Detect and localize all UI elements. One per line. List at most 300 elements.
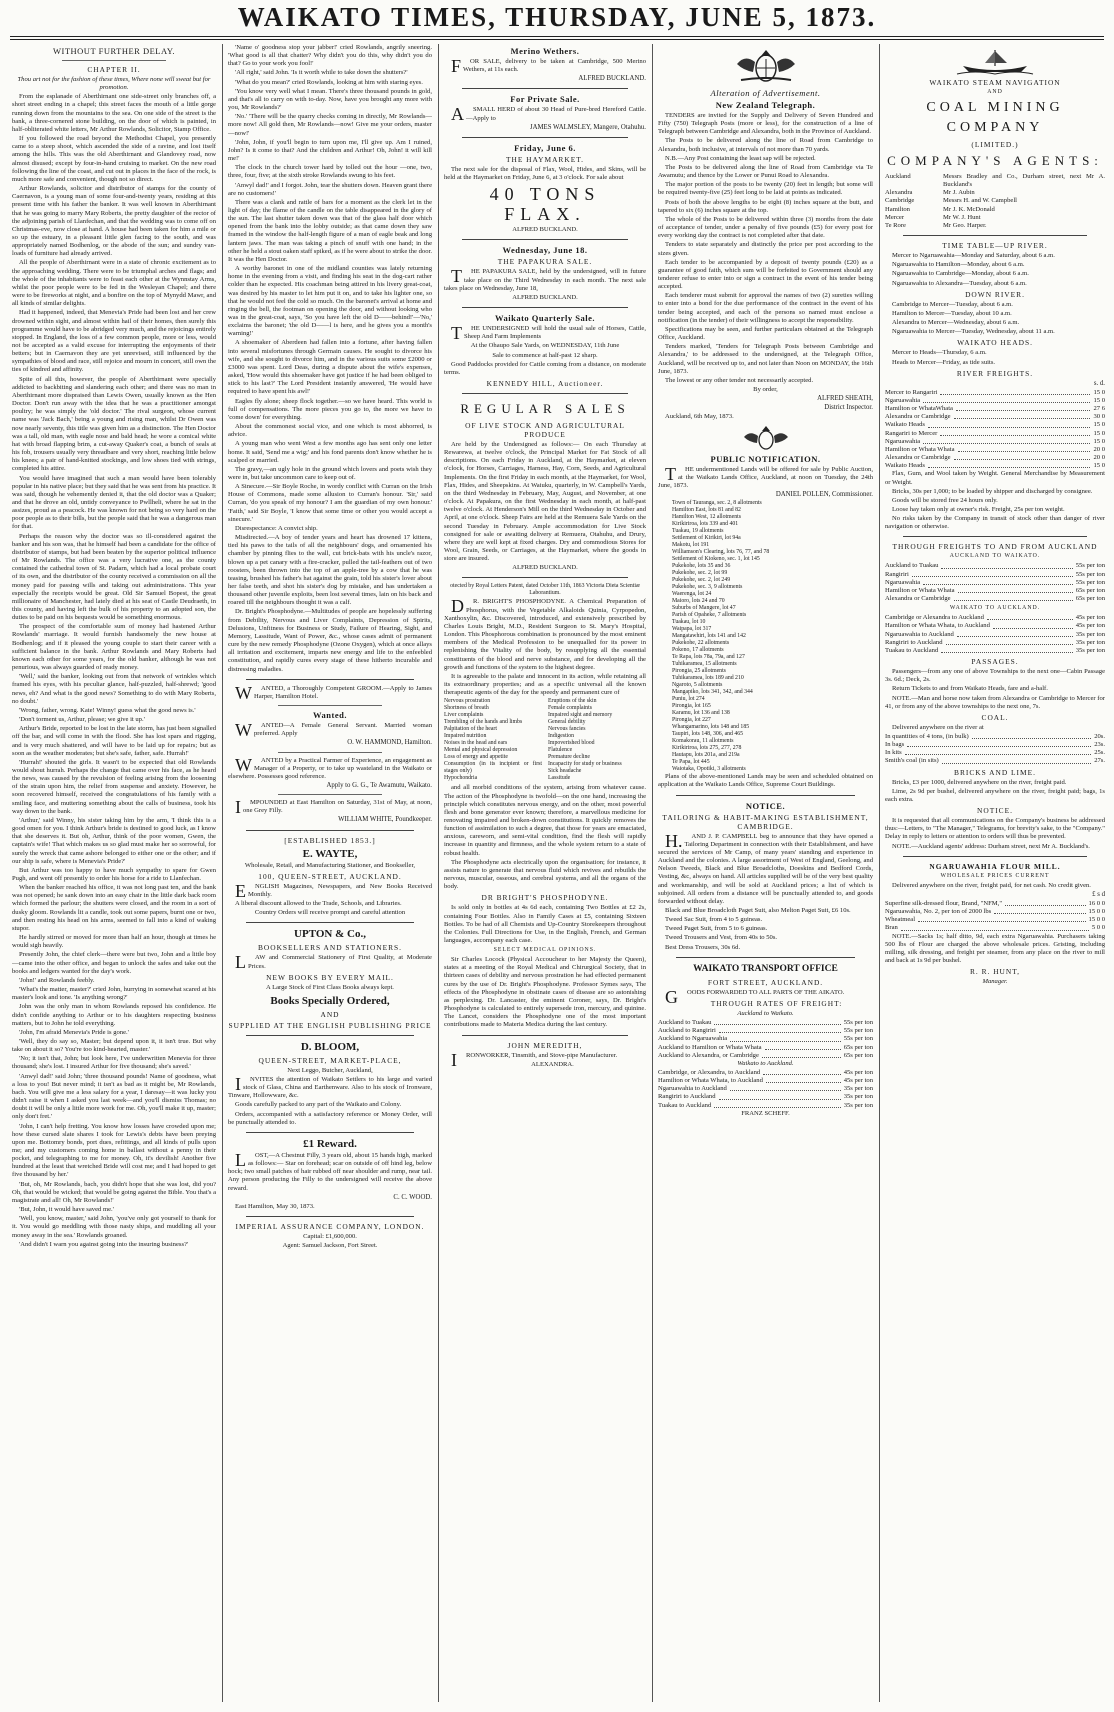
agent-row <box>885 222 1105 230</box>
column-story <box>12 44 216 1702</box>
wanted-ad <box>228 799 432 824</box>
regular-sales-sub: OF LIVE STOCK AND AGRICULTURAL PRODUCE <box>465 420 625 439</box>
land-item: Mangapiko, lots 341, 342, and 344 <box>672 689 753 696</box>
leader-dots <box>907 741 1091 747</box>
through-row-label: Tuakau to Auckland <box>885 646 939 654</box>
ailment-item: Palpitation of the heart <box>444 726 497 733</box>
phosphodyne-body-5: Is sold only in bottles at 4s 6d each, containing Two Bottles at £2 2s, containing Four Bottles. Also in Family Cases at £5, containing Sixteen Bottles. To be had of all Chemists and Up-Country Storekeepers throughout the Colonies. Full Directions for Use, in the English, French, and German languages, accompany each case. <box>444 904 646 944</box>
agents-address-note: NOTE.—Auckland agents' address: Durham street, next Mr A. Buckland's. <box>892 842 1090 850</box>
ailment-item: Impoverished blood <box>548 740 595 747</box>
wayte-body: ENGLISH Magazines, Newspapers, and New Books Received Monthly. <box>235 880 432 901</box>
tailor-title: TAILORING & HABIT-MAKING ESTABLISHMENT, CAMBRIDGE. <box>662 812 869 831</box>
patent-head: otected by Royal Letters Patent, dated October 11th, 1863 Victoria Dieta Scientiæ Laborantium. <box>450 583 640 597</box>
tailor-prices <box>658 907 873 952</box>
land-item: Tuakau, 19 allotments <box>672 528 724 535</box>
rate-row-label: Auckland to Tuakau <box>658 1019 712 1027</box>
flour-row-label: Ngaruawahia, No. 2, per ton of 2000 lbs <box>885 908 992 916</box>
land-item: Taupiri, lots 148, 306, and 465 <box>672 731 744 738</box>
ailment-item: Noises in the head and ears <box>444 740 508 747</box>
leader-dots <box>942 757 1091 763</box>
steam-nav-title: WAIKATO STEAM NAVIGATION <box>929 78 1061 87</box>
ad-signature: O. W. HAMMOND, Hamilton. <box>347 739 432 747</box>
wayte-body-3: Country Orders will receive prompt and careful attention <box>254 909 406 917</box>
rate-row-value: 55s per ton <box>843 1035 873 1043</box>
timetable-item: Ngaruawahia to Mercer—Tuesday, Wednesday, about 11 a.m. <box>892 328 1055 336</box>
freight-row <box>885 446 1105 454</box>
land-item: Pukekohe, sec. 3, 9 allotments <box>672 584 743 591</box>
freight-row-value: 15 0 <box>1093 462 1105 470</box>
story-continued <box>228 44 432 674</box>
freights-unit: s. d. <box>1093 379 1105 387</box>
rate-row-value: 55s per ton <box>843 1027 873 1035</box>
freight-row <box>885 413 1105 421</box>
imperial-capital: Capital: £1,600,000. <box>303 1233 357 1241</box>
phosphodyne-body-6: Sir Charles Locock (Physical Accoucheur to her Majesty the Queen), states at a meeting of the Royal Medical and Chirurgical Society, that in thirteen cases of debility and nervous prostration he had effected permanent cures by the use of Dr. Bright's Phosphodyne. Professor Symes says, The effects of the Phosphodyne in obstinate cases of disease are so astonishing as perplexing. Dr. Lancaster, the eminent Coroner, says, Dr. Bright's Phosphodyne is calculated to entirely supersede iron, mercury, and quinine. The Lancet, considers the Phosphodyne one of the most important contributions made to Materia Medica during the last century. <box>444 956 646 1029</box>
leader-dots <box>958 587 1073 593</box>
ship-crest-icon <box>885 46 1105 76</box>
epigraph: Thou art not for the fashion of these times, Where none will sweat but for promotion. <box>17 76 211 92</box>
chapter-heading: CHAPTER II. <box>87 65 141 74</box>
leader-dots <box>905 749 1092 755</box>
land-item: Tuakau, lot 10 <box>672 619 706 626</box>
quarterly-body-4: Good Paddocks provided for Cattle coming from a distance, on moderate terms. <box>444 360 646 376</box>
hunt-signature: R. R. HUNT, <box>969 967 1021 977</box>
leader-dots <box>954 454 1091 460</box>
quarterly-signature: KENNEDY HILL, Auctioneer. <box>486 378 604 388</box>
land-item: Waipapa, lot 317 <box>672 626 712 633</box>
leader-dots <box>987 614 1073 620</box>
through-row-value: 55s per ton <box>1075 578 1105 586</box>
ad-body: WANTED by a Practical Farmer of Experience, an engagement as Manager of a Property, or to take up wasteland in the Waikato or elsewhere. Possesses good reference. <box>228 754 432 780</box>
divider <box>903 235 1087 236</box>
story-paragraph: 'What's the matter, master?' cried John, hurrying in somewhat scared at his master's look and tone. 'Is anything wrong?' <box>12 986 216 1002</box>
wednesday-body: THE PAPAKURA SALE, held by the undersigned, will in future take place on the Third Wednesday in each month. The next sale takes place on Wednesday, June 18, <box>444 266 646 292</box>
freight-row-value: 15 0 <box>1093 437 1105 445</box>
flour-row <box>885 924 1105 932</box>
timetable-item: Ngaruawahia to Hamilton—Monday, about 6 a.m. <box>892 261 1025 269</box>
column-five <box>885 44 1105 1702</box>
wednesday-title: Wednesday, June 18. <box>502 245 588 256</box>
meredith-place: ALEXANDRA. <box>531 1060 574 1068</box>
coal-table <box>885 733 1105 766</box>
leader-dots <box>730 1085 841 1091</box>
rate-row <box>658 1035 873 1043</box>
through-row <box>885 571 1105 579</box>
rate-row-value: 35s per ton <box>843 1093 873 1101</box>
freight-row-label: Hamilton or Whata Whata <box>885 445 955 453</box>
leader-dots <box>918 916 1085 922</box>
land-item: Tuhikaramea, lots 189 and 210 <box>672 675 744 682</box>
ailment-item: Flatulence <box>548 747 573 754</box>
ailment-item: Hypochondria <box>444 775 478 782</box>
column-divider <box>879 44 880 1702</box>
freight-row-label: Ngaruawahia <box>885 396 921 404</box>
flour-row-value: 15 0 0 <box>1088 908 1105 916</box>
ailment-item: Liver complaints <box>444 712 484 719</box>
flour-mill-title: NGARUAWAHIA FLOUR MILL. <box>929 861 1061 871</box>
telegraph-paragraph: The Posts to be delivered along the line of Road from Cambridge via Te Awamutu; and thence by the Lower or Punui Road to Alexandra. <box>658 163 873 180</box>
divider <box>462 88 628 89</box>
land-item: Pirongia, lot 227 <box>672 717 711 724</box>
story-paragraph: 'Name o' goodness stop your jabber!' cried Rowlands, angrily sneering. 'What good is all that chatter? Why didn't you do this, why didn't you do that? Go to your work you fool!' <box>228 44 432 68</box>
agent-name: Mr J. K. McDonald <box>943 205 995 213</box>
flax-note: Flax, Gum, and Wool taken by Weight. General Merchandise by Measurement or Weight. <box>885 470 1105 486</box>
freight-row <box>885 397 1105 405</box>
timetable-item: Ngaruawahia to Alexandra—Tuesday, about 6 a.m. <box>892 279 1027 287</box>
through-row-label: Hamilton or Whata Whata, to Auckland <box>885 622 990 630</box>
timetable-title: TIME TABLE—UP RIVER. <box>942 241 1048 251</box>
divider <box>462 137 628 138</box>
land-item: Karamu, lot 136 and 138 <box>672 710 730 717</box>
story-paragraph: A worthy baronet in one of the midland counties was lately returning home in the evening from a visit, and finding his seat in the dog-cart rather colder than he expected. His coachman being attired in his livery great-coat, was desired by his master to let him put it on, and to take his lighter one, so that he would not feel the cold so much. On the baronet's arrival at home and ringing the bell, the footman on opening the door, and without looking who was in the great-coat, says, 'So you have left the old D——behind!'—'No,' exclaims the baronet; 'the old D——l is here, and he gives you a month's warning!' <box>228 265 432 338</box>
imperial-title: IMPERIAL ASSURANCE COMPANY, LONDON. <box>235 1222 425 1232</box>
leader-dots <box>1005 900 1086 906</box>
telegraph-paragraph: TENDERS are invited for the Supply and Delivery of Seven Hundred and Fifty (750) Telegraph Posts (more or less), for the construction of a line of Telegraph between Cambridge and Alexandra, both in the Province of Auckland. <box>658 112 873 136</box>
land-item: Kirikiriroa, lots 275, 277, 278 <box>672 745 742 752</box>
flax-quantity: 40 TONS FLAX. <box>489 184 601 225</box>
royal-crest-icon <box>658 424 873 452</box>
flour-prices-table <box>885 900 1105 933</box>
through-row <box>885 595 1105 603</box>
leader-dots <box>994 908 1085 914</box>
wanted-ad <box>228 754 432 796</box>
ailment-item: Premature decline <box>548 754 591 761</box>
ailment-item: Sick headache <box>548 768 582 775</box>
ailment-item: Mental and physical depression <box>444 747 518 754</box>
rate-row-value: 65s per ton <box>843 1051 873 1059</box>
freight-row-value: 20 0 <box>1093 445 1105 453</box>
coal-row-value: 23s. <box>1094 741 1105 749</box>
transport-body: GOODS FORWARDED TO ALL PARTS OF THE AIKATO. <box>665 986 845 1007</box>
story-paragraph: Had it happened, indeed, that Menevia's Pride had been lost and her crew drowned within sight, and almost within hail of their homes, then surely this programme would have to be abridged very much, and the rejoicings entirely stopped. In England, the loss of a few common people, more or less, would not be accepted as a valid excuse for interrupting the enjoyments of their betters; but in Caernavon they are yet unrevised, still influenced by the sympathies of blood and race, still rejoice and mourn in concert, still own the ties of kindred and affinity. <box>12 309 216 374</box>
land-item: Pukekohe, 22 allotments <box>672 640 730 647</box>
public-notification-title: PUBLIC NOTIFICATION. <box>710 453 821 464</box>
agent-name: Mr W. J. Hunt <box>943 213 981 221</box>
rate-row <box>658 1027 873 1035</box>
land-item: Pukekohe, sec. 2, lot 249 <box>672 577 731 584</box>
flour-row-label: Wheatmeal <box>885 916 916 924</box>
bloom-body-3: Orders, accompanied with a satisfactory reference or Money Order, will be punctually attended to. <box>228 1110 432 1126</box>
rate-row <box>658 1093 873 1101</box>
freight-row <box>885 430 1105 438</box>
telegraph-title: New Zealand Telegraph. <box>715 100 816 110</box>
quarterly-body: THE UNDERSIGNED will hold the usual sale of Horses, Cattle, Sheep And Farm Implements <box>451 323 646 344</box>
divider <box>278 794 382 795</box>
timetable-item: Heads to Mercer—Friday, as tide suits. <box>892 358 996 366</box>
note-note: NOTE.—Man and horse now taken from Alexandra or Cambridge to Mercer for 41, or from any of the above townships to the next one, 7s. <box>885 694 1105 710</box>
land-item: Makotu, lot 191 <box>672 542 710 549</box>
ailment-item: Shortness of breath <box>444 705 489 712</box>
coal-row-value: 20s. <box>1094 732 1105 740</box>
timetable-item: Alexandra to Mercer—Wednesday, about 6 a.m. <box>892 319 1020 327</box>
leader-dots <box>719 1027 841 1033</box>
leader-dots <box>923 397 1090 403</box>
rate-row <box>658 1077 873 1085</box>
bloom-advert <box>228 1041 432 1127</box>
private-sale-signature: JAMES WALMSLEY, Mangere, Otahuhu. <box>529 123 646 131</box>
freight-row-value: 30 0 <box>1093 413 1105 421</box>
through-row <box>885 639 1105 647</box>
rate-row-value: 45s per ton <box>843 1077 873 1085</box>
ailment-item: Consumption (in its incipient or first stages only) <box>444 761 542 775</box>
limited-label: (LIMITED.) <box>971 140 1019 149</box>
bloom-address: QUEEN-STREET, MARKET-PLACE, <box>258 1055 402 1065</box>
story-paragraph: There was a clank and rattle of bars for a moment as the clerk let in the light of day; the flame of the candle on the table disappeared in the glory of the sun. The last shutter taken down was that of the glass half door which opened from the bank into the lobby outside; as that came down they saw framed in the window the half-length figure of a man of eagle beak and long lantern jaws. The man was taking a pinch of snuff with one hand; in the other he held a stout oaken staff spiked, as if he were about to strike the door. It was the Hen Doctor. <box>228 198 432 263</box>
divider <box>462 1035 628 1036</box>
ailment-item: Trembling of the hands and limbs <box>444 719 523 726</box>
story-paragraph: The prospect of the comfortable sum of money had hastened Arthur Rowlands' marriage. It would furnish handsomely the new house at Bodhenlog; and if it pleased the young couple to start their career with a sufficient balance in the bank. Arthur Rowlands and Mary Roberts had known each other for some years, for the old banker, although he was not penurious, was always guarded of ready money. <box>12 623 216 672</box>
coal-row <box>885 757 1105 765</box>
bricks-freight-note: Bricks, 30s per 1,000; to be loaded by shipper and discharged by consignee. <box>892 487 1093 495</box>
freights-table <box>885 389 1105 471</box>
price-item: Tweed Sac Suit, from 4 to 5 guineas. <box>665 916 763 924</box>
royal-crest-icon <box>658 46 873 86</box>
through-row <box>885 614 1105 622</box>
public-notification-body: THE undermentioned Lands will be offered for sale by Public Auction, at the Waikato Lands Office, Auckland, at noon on Tuesday, the 24th June, 1873. <box>658 463 873 489</box>
phosphodyne-title-3: SELECT MEDICAL OPINIONS. <box>493 947 597 954</box>
leader-dots <box>993 622 1073 628</box>
land-item: Whangamarino, lots 148 and 185 <box>672 724 750 731</box>
freight-row <box>885 389 1105 397</box>
alteration-caption: Alteration of Advertisement. <box>710 88 821 98</box>
leader-dots <box>954 413 1091 419</box>
leader-dots <box>912 571 1073 577</box>
freight-row <box>885 462 1105 470</box>
sheath-title: District Inspector. <box>824 404 873 412</box>
bloom-name: D. BLOOM, <box>300 1040 360 1053</box>
divider <box>903 536 1087 537</box>
column-four <box>658 44 873 1702</box>
freight-row <box>885 438 1105 446</box>
story-paragraph: About the commonest social vice, and one which is most abhorred, is advice. <box>228 423 432 439</box>
agent-row <box>885 197 1105 205</box>
rate-row <box>658 1085 873 1093</box>
rate-row-value: 35s per ton <box>843 1085 873 1093</box>
leader-dots <box>901 924 1089 930</box>
divider <box>462 577 628 578</box>
freight-row-label: Ngaruawahia <box>885 437 921 445</box>
friday-signature: ALFRED BUCKLAND. <box>512 226 578 234</box>
regular-sales-signature: ALFRED BUCKLAND. <box>512 564 578 572</box>
meredith-body: IRONWORKER, Tinsmith, and Stove-pipe Manufacturer. <box>451 1049 618 1070</box>
through-row-label: Auckland to Tuakau <box>885 562 939 570</box>
coal-intro: Delivered anywhere on the river at <box>892 723 984 731</box>
coal-row <box>885 741 1105 749</box>
story-paragraph: 'Anwyl dad!' said John; 'three thousand pounds! Name of goodness, what a loss to you! But never mind; it isn't as bad as it might be, Mr Rowlands, bach. You will give me a less salary for a year, I daresay—it was lucky you didn't raise it when I asked you last week—and you'll dismiss Thomas; no doubt it will be only a little more work for me. Oh, you'll make it up, master; only don't fret.' <box>12 1072 216 1121</box>
story-paragraph: 'But, John, it would have saved me.' <box>19 1206 114 1214</box>
rates-sub-1: Auckland to Waikato. <box>737 1009 794 1017</box>
rate-row-value: 45s per ton <box>843 1069 873 1076</box>
through-row-value: 45s per ton <box>1075 622 1105 630</box>
story-paragraph: 'Well, you know, master,' said John, 'you've only got yourself to thank for it. You would go meddling with those nasty ships, and muddling all your money away in the sea.' Rowlands groaned. <box>12 1215 216 1239</box>
freight-row-label: Hamilton or WhataWhata <box>885 405 953 413</box>
coal-row-label: In quantities of 4 tons, (in bulk) <box>885 732 969 740</box>
story-paragraph: 'John!' and Rowlands feebly. <box>19 976 95 984</box>
column-divider <box>222 44 223 1702</box>
sheath-signature: ALFRED SHEATH, <box>817 395 873 403</box>
timetable-item: Mercer to Heads—Thursday, 6 a.m. <box>892 349 987 357</box>
telegraph-paragraph: Each tender to be accompanied by a deposit of twenty pounds (£20) as a guarantee of good faith, which sum will be forfeited to Government should any tenderer refuse to enter into or sign a contract in the event of his tender being accepted. <box>658 258 873 291</box>
telegraph-paragraph: The major portion of the posts to be twenty (20) feet in length; but some will be required twenty-five (25) feet long to be laid at points as indicated. <box>658 181 873 197</box>
freight-row-label: Waikato Heads <box>885 462 925 470</box>
land-item: Williamson's Clearing, lots 76, 77, and 78 <box>672 549 770 556</box>
land-item: Pokeno, 17 allotments <box>672 647 724 654</box>
ad-signature: WILLIAM WHITE, Poundkeeper. <box>338 816 432 824</box>
telegraph-paragraph: N.B.—Any Post containing the least sap will be rejected. <box>665 154 816 162</box>
land-item: Pirongia, 25 allotments <box>672 668 726 675</box>
upton-desc: BOOKSELLERS AND STATIONERS. <box>257 943 403 953</box>
through-row-value: 55s per ton <box>1075 570 1105 578</box>
land-item: Waiotaka, Opotiki, 3 allotments <box>672 766 746 773</box>
scheff-signature: FRANZ SCHEFF. <box>741 1109 790 1117</box>
down-river-title: DOWN RIVER. <box>965 289 1025 299</box>
auckland-to-waikato: AUCKLAND TO WAIKATO. <box>949 553 1041 560</box>
story-paragraph: 'No; it isn't that, John; but look here, I've underwritten Menevia for three thousand; she's lost. I insured Arthur for five thousand; she's saved.' <box>12 1055 216 1071</box>
divider <box>903 856 1087 857</box>
phosphodyne-body-3: and all morbid conditions of the system, arising from whatever cause. The action of the Phosphodyne is twofold—on the one hand, increasing the principle which constitutes nervous energy, and on the other, most powerful flesh and bone generator ever known; therefore, a marvellous medicine for renovating impaired and broken-down constitutions. It quickly removes the function of assimilation to such a degree, that those for years are emaciated, anxious, careworn, and semi-vital condition, find the flesh will rapidly increase in quantity and firmness, and the whole system return to a state of robust health. <box>444 784 646 857</box>
story-paragraph: A Sinecure.—Sir Boyle Roche, in wordy conflict with Curran on the Irish House of Commons, made some allusion to Curran's honour. 'Sir,' said Curran, 'do you speak of my honour? I am the guardian of my own honour.' 'Faith,' said Sir Boyle, 'I know that some time or other you would accept a sinecure.' <box>228 483 432 523</box>
agent-row <box>885 189 1105 197</box>
story-paragraph: 'No.' 'There will be the quarry checks coming in directly, Mr Rowlands—more now! All gold then, Mr Rowlands—now! Give me your orders, master—now!' <box>228 113 432 137</box>
by-order: By order, <box>753 386 778 393</box>
leader-dots <box>958 446 1091 452</box>
land-item: Tuhikaramea, 15 allotments <box>672 661 737 668</box>
divider <box>246 1132 414 1133</box>
phosphodyne-body: DR. BRIGHT'S PHOSPHODYNE. A Chemical Preparation of Phosphorus, with the Vegetable Alkaloids Quinia, Cyrpopedon, Xanthoxylin, &c. Discovered, introduced, and extensively prescribed by Charles Louis Bright, M.D., Resident Surgeon to St. Mary's Hospital, London. This Phosphorous combination is pronounced by the most eminent members of the Medical Profession to be unequalled for its power in replenishing the Vitality of the body, by resupplying all the essential constituents of the blood and nerve substance, and for developing all the growth and functions of the system to the highest degree. <box>444 596 646 671</box>
merino-body: FOR SALE, delivery to be taken at Cambridge, 500 Merino Wethers, at 11s each. <box>451 56 646 76</box>
column-two <box>228 44 432 1702</box>
divider <box>278 705 382 706</box>
ailment-item: Eruptions of the skin <box>548 698 597 705</box>
telegraph-place: Auckland, 6th May, 1873. <box>665 413 734 421</box>
story-paragraph: You would have imagined that such a man would have been tolerably popular in his native place; but they said that he was sent from his practice. It was said, though he vehemently denied it, that the old doctor was a Quaker; and that he drove an old, untidy conveyance to Pwllheli, where he sat in the assizes, proud as a peacock. He was known for not being so very hard on the poor people as to their bills, but the people said that he was a dangerous man for that. <box>12 474 216 531</box>
agent-name: Messrs H. and W. Campbell <box>943 197 1017 205</box>
freight-row-value: 15 0 <box>1093 388 1105 396</box>
land-item: Town of Tauranga, sec. 2, 8 allotments <box>672 500 762 507</box>
coal-title: COAL. <box>981 712 1009 722</box>
story-body <box>12 93 216 1249</box>
leader-dots <box>714 1102 840 1108</box>
divider <box>462 239 628 240</box>
freight-row-value: 15 0 <box>1093 429 1105 437</box>
through-row <box>885 622 1105 630</box>
imperial-advert <box>228 1222 432 1250</box>
bloom-body-2: Goods carefully packed to any part of the Waikato and Colony. <box>235 1101 402 1109</box>
price-item: Best Dress Trousers, 30s 6d. <box>665 943 741 951</box>
rates-title: THROUGH RATES OF FREIGHT: <box>710 998 843 1008</box>
leader-dots <box>940 430 1090 436</box>
reward-body: LOST,—A Chestnut Filly, 3 years old, about 15 hands high, marked as follows:— Star on forehead; scar on outside of off hind leg, below hock; two small patches of hair rubbed off near shoulder and rump, near tail. Any person producing the Filly to the undersigned will receive the above reward. <box>228 1149 432 1192</box>
leader-dots <box>972 733 1091 739</box>
through-row-label: Alexandra or Cambridge <box>885 595 951 603</box>
telegraph-paragraph: Each tenderer must submit for approval the names of two (2) sureties willing to enter into a bond for the due performance of the contract in the event of his tender being accepted, and each of the persons so named must enclose a notification (in the tender) of their willingness to accept the responsibility. <box>658 292 873 324</box>
wednesday-place: THE PAPAKURA SALE. <box>497 257 593 267</box>
through-table-1 <box>885 562 1105 603</box>
flour-row-value: 15 0 0 <box>1088 916 1105 924</box>
telegraph-paragraph: Tenders to state separately and distinctly the price per post according to the sizes given. <box>658 241 873 257</box>
flour-row-value: 5 0 0 <box>1091 924 1105 932</box>
agent-place: Alexandra <box>885 189 913 197</box>
ad-body: WANTED, a Thoroughly Competent GROOM.—Apply to James Harper, Hamilton Hotel. <box>235 682 432 703</box>
ailment-item: Loss of energy and appetite <box>444 754 508 761</box>
upton-name: UPTON & Co., <box>294 928 366 941</box>
upton-advert <box>228 928 432 1029</box>
ailment-item: Female complaints <box>548 705 592 712</box>
steam-nav-and: AND <box>987 89 1003 95</box>
bricks-body: Bricks, £3 per 1000, delivered anywhere on the river, freight paid. <box>892 778 1067 786</box>
story-paragraph: Presently John, the chief clerk—there were but two, John and a little boy—came into the other office, and began to unlock the safes and take out the books and ledgers wanted for the day's work. <box>12 951 216 975</box>
story-paragraph: Arthur's Bride, reported to be lost in the late storm, has just been signalled off the bar, and will come in with the flood. She has lost spars and rigging, and is very much shattered, and will have to be laid up for repairs; but as soon as the weather moderates; but she's safe, father, safe. Hurrah!' <box>12 725 216 757</box>
rate-row <box>658 1044 873 1052</box>
divider <box>676 957 855 958</box>
loose-note: Loose hay taken only at owner's risk. Freight, 25s per ton weight. <box>892 506 1065 513</box>
established-line: [ESTABLISHED 1853.] <box>284 835 376 845</box>
bloom-desc: Next Leggo, Butcher, Auckland, <box>287 1066 373 1074</box>
telegraph-paragraph: Specifications may be seen, and further particulars obtained at the Telegraph Office, Auckland. <box>658 325 873 342</box>
leader-dots <box>928 462 1091 468</box>
flour-mill-sub: WHOLESALE PRICES CURRENT <box>940 872 1050 879</box>
reward-advert <box>228 1138 432 1211</box>
freight-row <box>885 405 1105 413</box>
story-paragraph: A young man who went West a few months ago has sent only one letter home. It said, 'Send me a wig;' and his fond parents don't know whether he is scalped or married. <box>228 440 432 464</box>
story-paragraph: 'John, I can't help fretting. You know how losses have crowded upon me; how these cursed slate shares I took for Lewis's debts have been preying upon me. Bottomry bonds, port dues, refittings, and all kinds of pulls upon me; and my customers coming home in ballast without a penny in their pocket, and telegraphing to me for money. Oh, it's devilish! Another five hundred at the least that wretched Bride will cost me; and I had hoped to get five thousand by her.' <box>12 1122 216 1179</box>
story-paragraph: 'John, John, if you'll begin to turn upon me, I'll give up. Am I ruined, John? Is it come to that? And the children and Arthur! Oh, John! it will kill me!' <box>228 138 432 163</box>
heads-title: WAIKATO HEADS. <box>957 338 1033 348</box>
agent-name: Mr J. Aubin <box>943 189 975 197</box>
ailment-item: Nervous fancies <box>548 726 586 733</box>
through-row <box>885 631 1105 639</box>
price-item: Black and Blue Broadcloth Paget Suit, also Melton Paget Suit, £6 10s. <box>665 906 851 914</box>
wednesday-signature: ALFRED BUCKLAND. <box>512 293 578 301</box>
merino-title: Merino Wethers. <box>510 46 580 56</box>
up-river-list <box>885 252 1105 288</box>
reward-signature: C. C. WOOD. <box>393 1193 432 1201</box>
leader-dots <box>763 1069 841 1075</box>
telegraph-paragraph: The Posts to be delivered along the line of Road from Cambridge to Alexandra, both inclusive, at intervals of not more than 70 yards. <box>658 137 873 153</box>
flour-mill-note: NOTE.—Sacks 1s; half ditto, 9d, each extra Ngaruawahia. Purchasers taking 500 lbs of Flour are charged the above wholesale prices. Gristing, including milling, silk dressing, and freight per steamer, from any place on the river to mill and back at 1s 9d per bushel. <box>885 932 1105 965</box>
land-item: Kirikiriroa, lots 339 and 401 <box>672 521 739 528</box>
story-paragraph: When the banker reached his office, it was not long past ten, and the bank was not opened; he sank down into an easy chair in the little dark back room which formed the parlour; the shutters were closed, and the room in a sort of dusky gloom. Rowlands lit a candle, took out some papers, burnt one or two, and then resting his head on his arms, seemed to fall into a kind of waking stupor. <box>12 884 216 932</box>
ailment-item: Nervous prostration <box>444 698 491 705</box>
agents-title: COMPANY'S AGENTS: <box>887 153 1103 168</box>
agents-list <box>885 173 1105 230</box>
rate-row-label: Rangiriri to Auckland <box>658 1093 716 1101</box>
phosphodyne-title-2: DR BRIGHT'S PHOSPHODYNE. <box>481 893 609 903</box>
land-item: Pukekohe, lots 35 and 36 <box>672 563 731 570</box>
story-paragraph: The clock in the church tower hard by tolled out the hour —one, two, three, four, five; at the sixth stroke Rowlands swung to his feet. <box>228 164 432 180</box>
ad-body: WANTED—A Female General Servant. Married woman preferred. Apply <box>235 720 432 741</box>
rate-row-label: Auckland to Ngaruawahia <box>658 1035 728 1043</box>
leader-dots <box>928 421 1091 427</box>
story-paragraph: 'But, oh, Mr Rowlands, bach, you didn't hope that she was lost, did you? Oh, that would be wicked; that would be going against the Bible. You that's a magistrate and all! Oh, Mr Rowlands!' <box>12 1180 216 1204</box>
rate-row-label: Cambridge, or Alexandra, to Auckland <box>658 1069 761 1076</box>
leader-dots <box>954 595 1073 601</box>
story-paragraph: Dr. Bright's Phosphodyne.—Multitudes of people are hopelessly suffering from Debility, Nervous and Liver Complaints, Depression of Spirits, Delusions, Unfitness for Business or Study, Failure of Hearing, Sight, and Memory, Lassitude, Want of Power, &c., whose cases admit of permanent cure by the new remedy Phosphodyne (Ozone Oxygen), which at once allays all irritation and excitement, imparts new energy and life to the enfeebled constitution, and rapidly cures every stage of these hitherto incurable and distressing maladies. <box>228 608 432 673</box>
wanted-ads <box>228 682 432 825</box>
leader-dots <box>957 631 1073 637</box>
ailment-item: Impaired nutrition <box>444 733 487 740</box>
transport-address: FORT STREET, AUCKLAND. <box>707 977 824 987</box>
heads-list <box>885 349 1105 366</box>
lands-note: Plans of the above-mentioned Lands may be seen and scheduled obtained on application at the Waikato Lands Office, Supreme Court Buildings. <box>658 773 873 789</box>
land-item: Waerenga, lot 24 <box>672 591 712 598</box>
private-sale-title: For Private Sale. <box>510 94 580 105</box>
land-item: Puniu, lot 274 <box>672 696 705 703</box>
timetable-item: Ngaruawahia to Cambridge—Monday, about 6 a.m. <box>892 270 1029 278</box>
story-paragraph: Disrespectance: A convict ship. <box>235 524 318 532</box>
agent-name: Mr Geo. Harper. <box>943 221 987 229</box>
leader-dots <box>923 438 1090 444</box>
